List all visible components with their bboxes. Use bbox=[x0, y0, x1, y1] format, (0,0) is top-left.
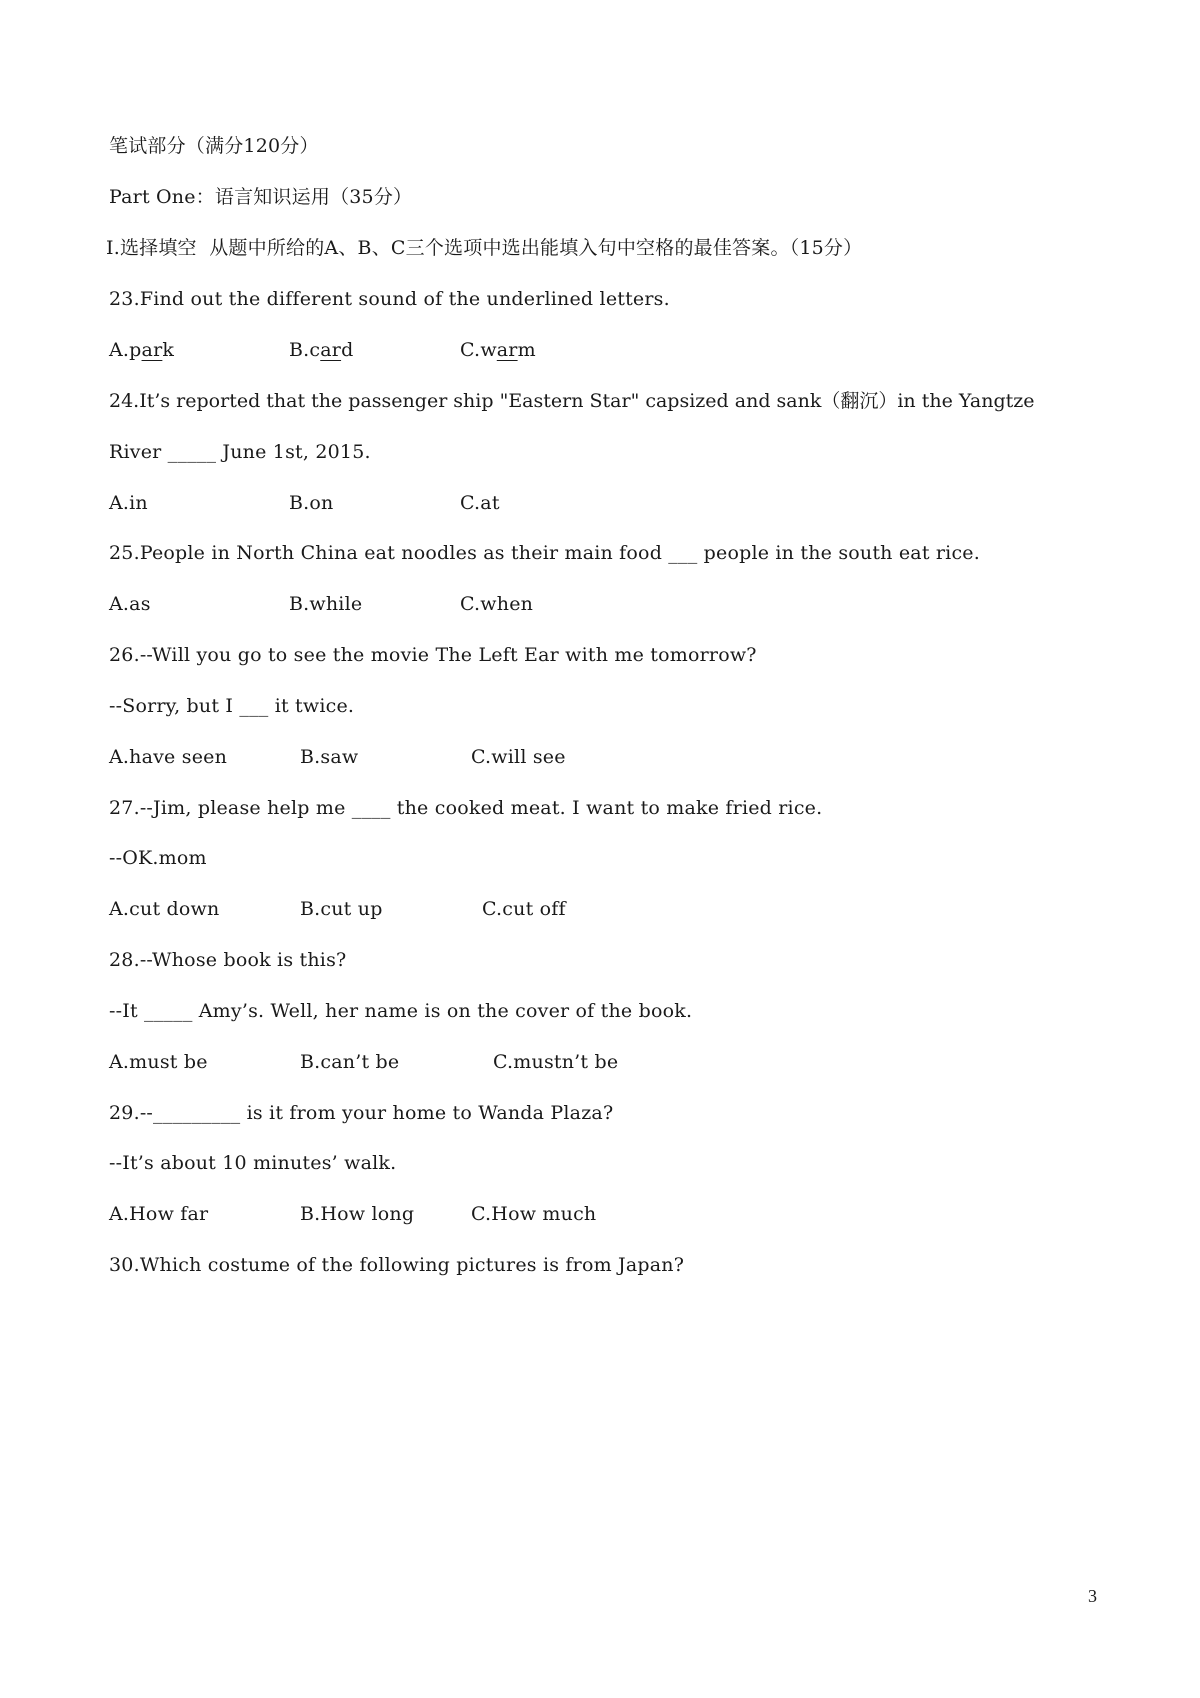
option-b: B.How long bbox=[300, 1203, 415, 1225]
option-a: A.How far bbox=[109, 1203, 209, 1225]
page-number: 3 bbox=[1088, 1586, 1097, 1606]
question-24-stem-line2: River _____ June 1st, 2015. bbox=[109, 441, 371, 463]
question-28-stem: 28.--Whose book is this? bbox=[109, 949, 347, 971]
option-a: A.in bbox=[109, 492, 148, 514]
part-title: Part One：语言知识运用（35分） bbox=[109, 186, 413, 208]
section-title: 笔试部分（满分120分） bbox=[109, 135, 319, 157]
option-b: B.cut up bbox=[300, 898, 383, 920]
option-c: C.when bbox=[460, 593, 534, 615]
option-c: C.at bbox=[460, 492, 500, 514]
option-a: A.must be bbox=[109, 1051, 208, 1073]
option-c: C.mustn’t be bbox=[493, 1051, 619, 1073]
option-b: B.on bbox=[289, 492, 334, 514]
option-c: C.warm bbox=[460, 339, 536, 361]
question-25-stem: 25.People in North China eat noodles as their main food ___ people in the south eat rice. bbox=[109, 542, 980, 564]
question-29-stem-line2: --It’s about 10 minutes’ walk. bbox=[109, 1152, 397, 1174]
question-29-stem: 29.--_________ is it from your home to Wanda Plaza? bbox=[109, 1102, 614, 1124]
question-27-stem: 27.--Jim, please help me ____ the cooked meat. I want to make fried rice. bbox=[109, 797, 823, 819]
question-24-stem: 24.It’s reported that the passenger ship "Eastern Star" capsized and sank（翻沉）in the Yangtze bbox=[109, 390, 1035, 412]
option-b: B.while bbox=[289, 593, 363, 615]
option-a: A.park bbox=[109, 339, 175, 361]
question-26-stem-line2: --Sorry, but I ___ it twice. bbox=[109, 695, 355, 717]
question-26-stem: 26.--Will you go to see the movie The Left Ear with me tomorrow? bbox=[109, 644, 757, 666]
option-a: A.as bbox=[109, 593, 151, 615]
instruction: Ⅰ.选择填空 从题中所给的A、B、C三个选项中选出能填入句中空格的最佳答案。（15分） bbox=[106, 237, 863, 259]
option-b: B.can’t be bbox=[300, 1051, 400, 1073]
question-23-stem: 23.Find out the different sound of the underlined letters. bbox=[109, 288, 670, 310]
option-c: C.will see bbox=[471, 746, 566, 768]
question-30-stem: 30.Which costume of the following pictures is from Japan? bbox=[109, 1254, 685, 1276]
option-a: A.have seen bbox=[109, 746, 228, 768]
option-b: B.card bbox=[289, 339, 354, 361]
option-c: C.How much bbox=[471, 1203, 597, 1225]
option-c: C.cut off bbox=[482, 898, 566, 920]
option-b: B.saw bbox=[300, 746, 359, 768]
question-27-stem-line2: --OK.mom bbox=[109, 847, 207, 869]
question-28-stem-line2: --It _____ Amy’s. Well, her name is on the cover of the book. bbox=[109, 1000, 693, 1022]
option-a: A.cut down bbox=[109, 898, 220, 920]
